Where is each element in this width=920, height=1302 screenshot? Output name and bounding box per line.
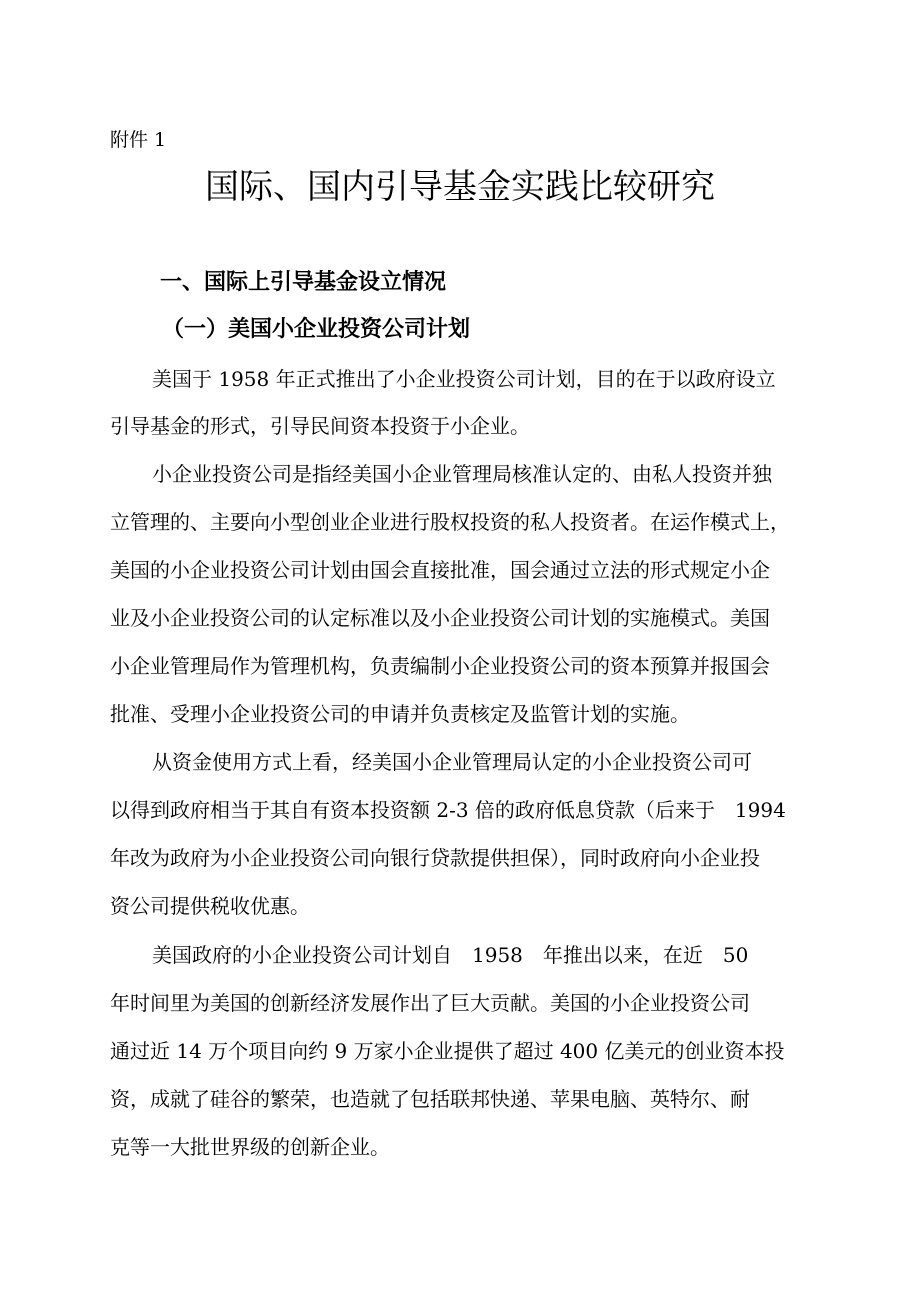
paragraph-2-line-3: 美国的小企业投资公司计划由国会直接批准，国会通过立法的形式规定小企 [110,558,770,582]
paragraph-2-line-5: 小企业管理局作为管理机构，负责编制小企业投资公司的资本预算并报国会 [110,654,770,678]
paragraph-2-line-2: 立管理的、主要向小型创业企业进行股权投资的私人投资者。在运作模式上， [110,510,790,534]
paragraph-3-line-2: 以得到政府相当于其自有资本投资额 2-3 倍的政府低息贷款（后来于 1994 [110,798,786,822]
attachment-label: 附件 1 [110,129,167,151]
paragraph-3-line-3: 年改为政府为小企业投资公司向银行贷款提供担保），同时政府向小企业投 [110,846,760,870]
paragraph-4-line-2: 年时间里为美国的创新经济发展作出了巨大贡献。美国的小企业投资公司 [110,991,750,1015]
paragraph-2-line-6: 批准、受理小企业投资公司的申请并负责核定及监管计划的实施。 [110,702,690,726]
paragraph-4-line-3: 通过近 14 万个项目向约 9 万家小企业提供了超过 400 亿美元的创业资本投 [110,1039,785,1063]
paragraph-2-line-4: 业及小企业投资公司的认定标准以及小企业投资公司计划的实施模式。美国 [110,606,770,630]
section-heading: 一、国际上引导基金设立情况 [160,270,447,295]
paragraph-3-line-1: 从资金使用方式上看，经美国小企业管理局认定的小企业投资公司可 [152,750,752,774]
paragraph-4-line-5: 克等一大批世界级的创新企业。 [110,1135,390,1159]
subsection-heading: （一）美国小企业投资公司计划 [162,317,471,342]
paragraph-4-line-1: 美国政府的小企业投资公司计划自 1958 年推出以来，在近 50 [152,943,749,967]
paragraph-3-line-4: 资公司提供税收优惠。 [110,894,310,918]
document-title: 国际、国内引导基金实践比较研究 [205,167,715,207]
paragraph-1-line-1: 美国于 1958 年正式推出了小企业投资公司计划，目的在于以政府设立 [152,367,776,391]
paragraph-2-line-1: 小企业投资公司是指经美国小企业管理局核准认定的、由私人投资并独 [152,462,772,486]
paragraph-4-line-4: 资，成就了硅谷的繁荣，也造就了包括联邦快递、苹果电脑、英特尔、耐 [110,1087,750,1111]
paragraph-1-line-2: 引导基金的形式，引导民间资本投资于小企业。 [110,414,530,438]
